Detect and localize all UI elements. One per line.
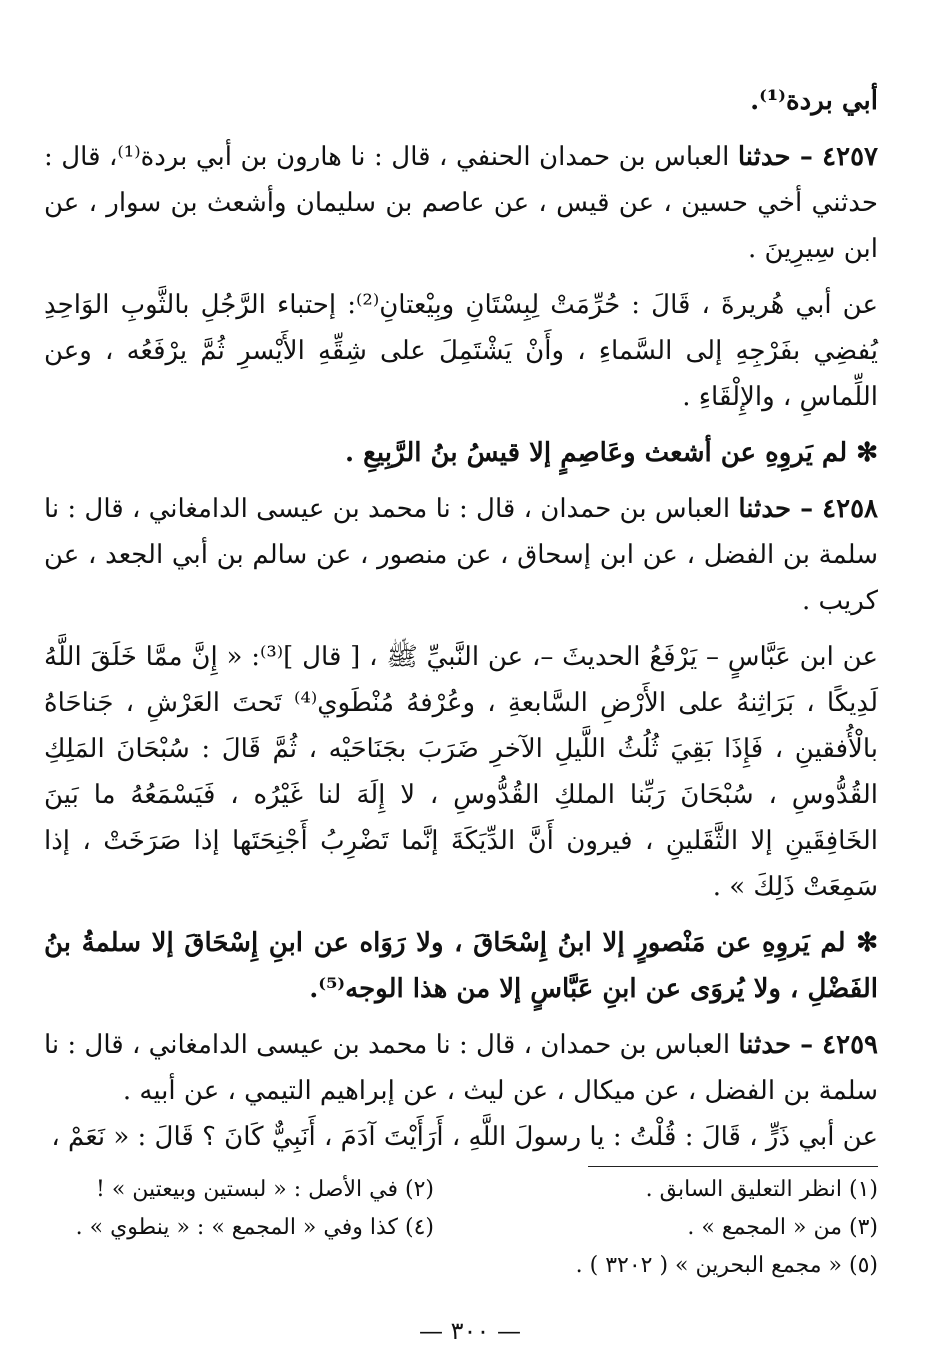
hadith-4259-matn: عن أبي ذَرٍّ ، قَالَ : قُلْتُ : يا رسولَ اللَّهِ ، أَرَأَيْتَ آدَمَ ، أَنَبِيٌّ كَانَ ؟ قَالَ : « نَعَمْ ، (51, 1122, 878, 1152)
hadith-4259-isnad (44, 1022, 878, 1114)
hadith-4258-matn: عن ابن عَبَّاسٍ – يَرْفَعُ الحديثَ –، عن النَّبيِّ ﷺ ، [ قال ]⁽³⁾: « إِنَّ ممَّا خَلَقَ اللَّهُ لَدِيكًا ، بَرَاثِنهُ على الأَرْضِ السَّابعةِ ، وعُرْفهُ مُنْطَوي⁽⁴⁾ تَحتَ العَرْشِ ، جَناحَاهُ بالْأُفقينِ ، فَإِذَا بَقِيَ ثُلُثُ اللَّيلِ الآخرِ ضَرَبَ بجَنَاحَيْه ، ثُمَّ قَالَ : سُبْحَانَ المَلِكِ القُدُّوسِ ، سُبْحَانَ رَبِّنا الملكِ القُدُّوسِ ، لا إِلَهَ لنا غَيْرُه ، فَيَسْمَعُهُ ما بَينَ الخَافِقَينِ إلا الثَّقَلينِ ، فيرون أَنَّ الدِّيَكَةَ إنَّما تَضْرِبُ أَجْنِحَتَها إذا صَرَخَتْ ، إذا سَمِعَتْ ذَلِكَ » . (44, 642, 878, 902)
hadith-4257-note: ✻ لم يَروِهِ عن أشعث وعَاصِمٍ إلا قيسُ بنُ الرَّبِيعِ . (344, 438, 878, 468)
hadith-4257-isnad-text: العباس بن حمدان الحنفي ، قال : نا هارون بن أبي بردة⁽¹⁾، قال : حدثني أخي حسين ، عن قيس ، عن عاصم بن سليمان وأشعث بن سوار ، عن ابن سِيرِينَ . (44, 142, 878, 264)
hadith-4257 (44, 134, 878, 476)
footnote-1: (١) انظر التعليق السابق . (645, 1177, 878, 1202)
hadith-4258-number: ٤٢٥٨ – حدثنا (738, 494, 878, 524)
hadith-4258-isnad-text: العباس بن حمدان ، قال : نا محمد بن عيسى الدامغاني ، قال : نا سلمة بن الفضل ، عن ابن إسحاق ، عن منصور ، عن سالم بن أبي الجعد ، عن كريب . (43, 494, 878, 616)
footnote-3: (٣) من « المجمع » . (687, 1215, 878, 1240)
hadith-4257-number: ٤٢٥٧ – حدثنا (737, 142, 879, 172)
hadith-4258 (44, 486, 878, 1012)
footnote-2: (٢) في الأصل : « لبستين وبيعتين » ! (96, 1177, 434, 1202)
footnote-empty (44, 1247, 434, 1285)
hadith-4259-isnad-text: العباس بن حمدان ، قال : نا محمد بن عيسى الدامغاني ، قال : نا سلمة بن الفضل ، عن ميكال ، عن ليث ، عن إبراهيم التيمي ، عن أبيه . (43, 1030, 878, 1106)
hadith-4259-number: ٤٢٥٩ – حدثنا (738, 1030, 878, 1060)
footnote-4: (٤) كذا وفي « المجمع » : « ينطوي » . (75, 1215, 434, 1240)
hadith-4259 (44, 1022, 878, 1160)
footnote-5: (٥) « مجمع البحرين » ( ٣٢٠٢ ) . (575, 1253, 878, 1278)
footnote-rule (588, 1166, 878, 1167)
footnote-row (44, 1209, 878, 1247)
hadith-4258-note: ✻ لم يَروِهِ عن مَنْصورٍ إلا ابنُ إِسْحَاقَ ، ولا رَوَاه عن ابنِ إِسْحَاقَ إلا سلمةُ بنُ الفَضْلِ ، ولا يُروَى عن ابنِ عَبَّاسٍ إلا من هذا الوجه⁽⁵⁾. (44, 928, 878, 1004)
footnote-row (44, 1247, 878, 1285)
hadith-4257-matn: عن أبي هُريرةَ ، قَالَ : حُرِّمَتْ لِبِسْتَانِ وبِيْعتانِ⁽²⁾: إحتباء الرَّجُلِ بالثَّوبِ الوَاحِدِ يُفضِي بفَرْجِهِ إلى السَّماءِ ، وأَنْ يَشْتَمِلَ على شِقِّهِ الأَيْسرِ ثُمَّ يرْفَعُه ، وعن اللِّماسِ ، والإِلْقَاءِ . (44, 290, 878, 412)
intro-line: أبي بردة⁽¹⁾. (750, 86, 878, 116)
footnotes (44, 1171, 878, 1285)
page-number: — ٣٠٠ — (419, 1317, 521, 1345)
hadith-4258-isnad (44, 486, 878, 624)
hadith-4257-isnad (44, 134, 878, 272)
footnote-row (44, 1171, 878, 1209)
